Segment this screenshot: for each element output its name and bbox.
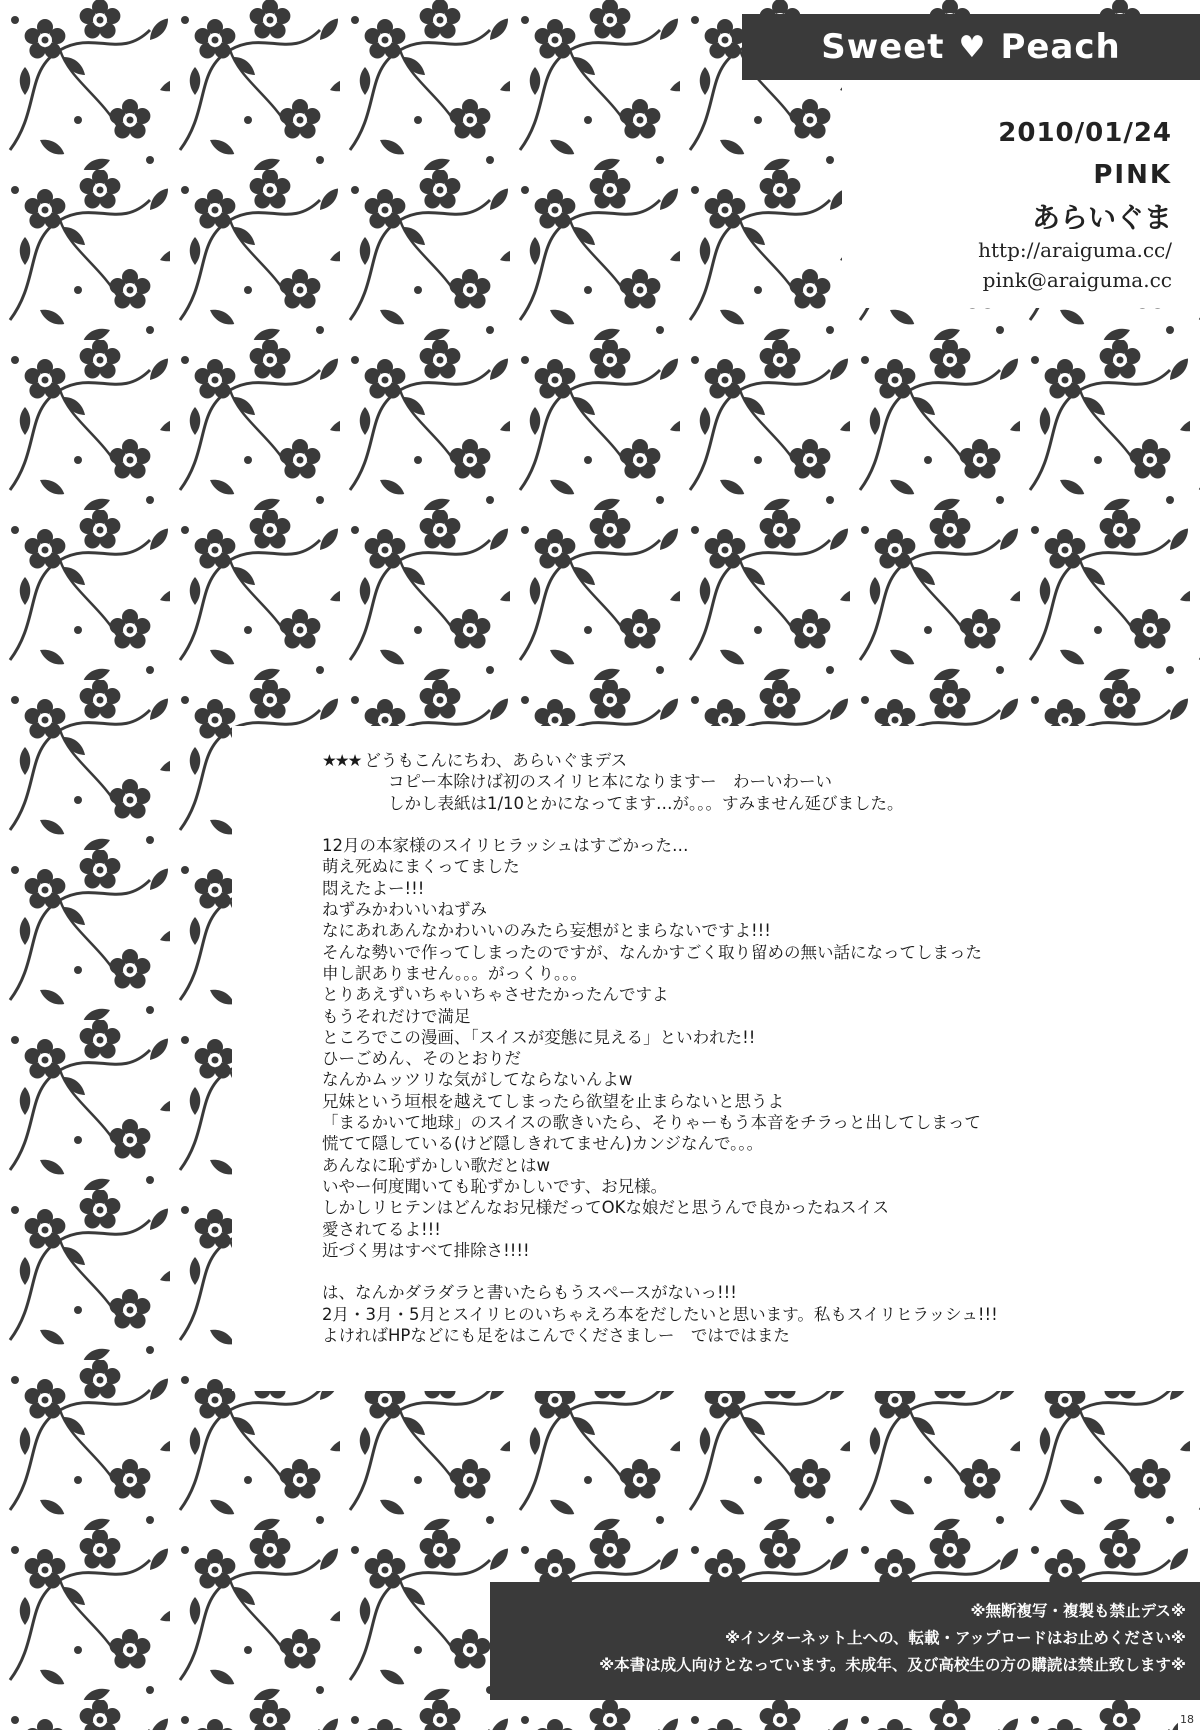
notice-line-1: ※無断複写・複製も禁止デス※ [970,1602,1186,1620]
afterword-line: あんなに恥ずかしい歌だとはw [322,1155,550,1175]
title-banner [742,14,1200,80]
afterword-line: 兄妹という垣根を越えてしまったら欲望を止まらないと思うよ [322,1091,784,1111]
afterword-line: しかしリヒテンはどんなお兄様だってOKな娘だと思うんで良かったねスイス [322,1198,889,1218]
afterword-line [322,1261,1182,1282]
website-url: http://araiguma.cc/ [978,238,1172,262]
notice-line-3: ※本書は成人向けとなっています。未成年、及び高校生の方の購読は禁止致します※ [599,1656,1186,1674]
afterword-line: もうそれだけで満足 [322,1006,471,1026]
contact-email: pink@araiguma.cc [982,268,1172,292]
afterword-text [322,750,1182,1346]
afterword-line: 2月・3月・5月とスイリヒのいちゃえろ本をだしたいと思います。私もスイリヒラッシュ!!! [322,1304,998,1324]
afterword-line: なんかムッツリな気がしてならないんよw [322,1070,633,1090]
afterword-line: よければHPなどにも足をはこんでくださましー ではではまた [322,1326,790,1346]
afterword-line: 慌てて隠している(けど隠しきれてません)カンジなんで。。。 [322,1134,764,1154]
afterword-line: いやー何度聞いても恥ずかしいです、お兄様。 [322,1176,668,1196]
afterword-line: ねずみかわいいねずみ [322,900,487,920]
title-right: Peach [1000,27,1121,67]
circle-name: PINK [1093,160,1172,190]
page-number: 18 [1178,1710,1196,1730]
afterword-box [232,726,1200,1391]
greeting-text: どうもこんにちわ、あらいぐまデス [364,751,628,770]
afterword-line: とりあえずいちゃいちゃさせたかったんですよ [322,985,669,1005]
stars-icon: ★★★ [322,751,361,770]
afterword-line: 12月の本家様のスイリヒラッシュはすごかった… [322,836,689,856]
notice-line-2: ※インターネット上への、転載・アップロードはお止めください※ [724,1629,1186,1647]
afterword-line: 「まるかいて地球」のスイスの歌きいたら、そりゃーもう本音をチラっと出してしまって [322,1113,981,1133]
afterword-line: なにあれあんなかわいいのみたら妄想がとまらないですよ!!! [322,921,771,941]
afterword-line: ところでこの漫画、「スイスが変態に見える」といわれた!! [322,1027,756,1047]
afterword-line: 申し訳ありません。。。がっくり。。。 [322,963,587,983]
afterword-line: 愛されてるよ!!! [322,1219,441,1239]
publication-date: 2010/01/24 [998,118,1172,148]
afterword-line: そんな勢いで作ってしまったのですが、なんかすごく取り留めの無い話になってしまった [322,942,982,962]
afterword-line: 萌え死ぬにまくってました [322,857,520,877]
afterword-line: ひーごめん、そのとおりだ [322,1049,521,1069]
afterword-line [322,814,1182,835]
publication-info [842,80,1200,308]
author-name: あらいぐま [1031,201,1172,234]
afterword-line: 悶えたよー!!! [322,878,425,898]
heart-icon: ♥ [958,29,987,65]
copyright-notice [490,1582,1200,1700]
afterword-lines [322,771,1182,1346]
afterword-first-line [322,750,1182,771]
afterword-line: 近づく男はすべて排除さ!!!! [322,1240,530,1260]
afterword-line: は、なんかダラダラと書いたらもうスペースがないっ!!! [322,1283,737,1303]
afterword-line: コピー本除けば初のスイリヒ本になりますー わーいわーい [322,772,833,792]
title-left: Sweet [821,27,945,67]
afterword-line: しかし表紙は1/10とかになってます…が。。。すみません延びました。 [322,793,904,813]
